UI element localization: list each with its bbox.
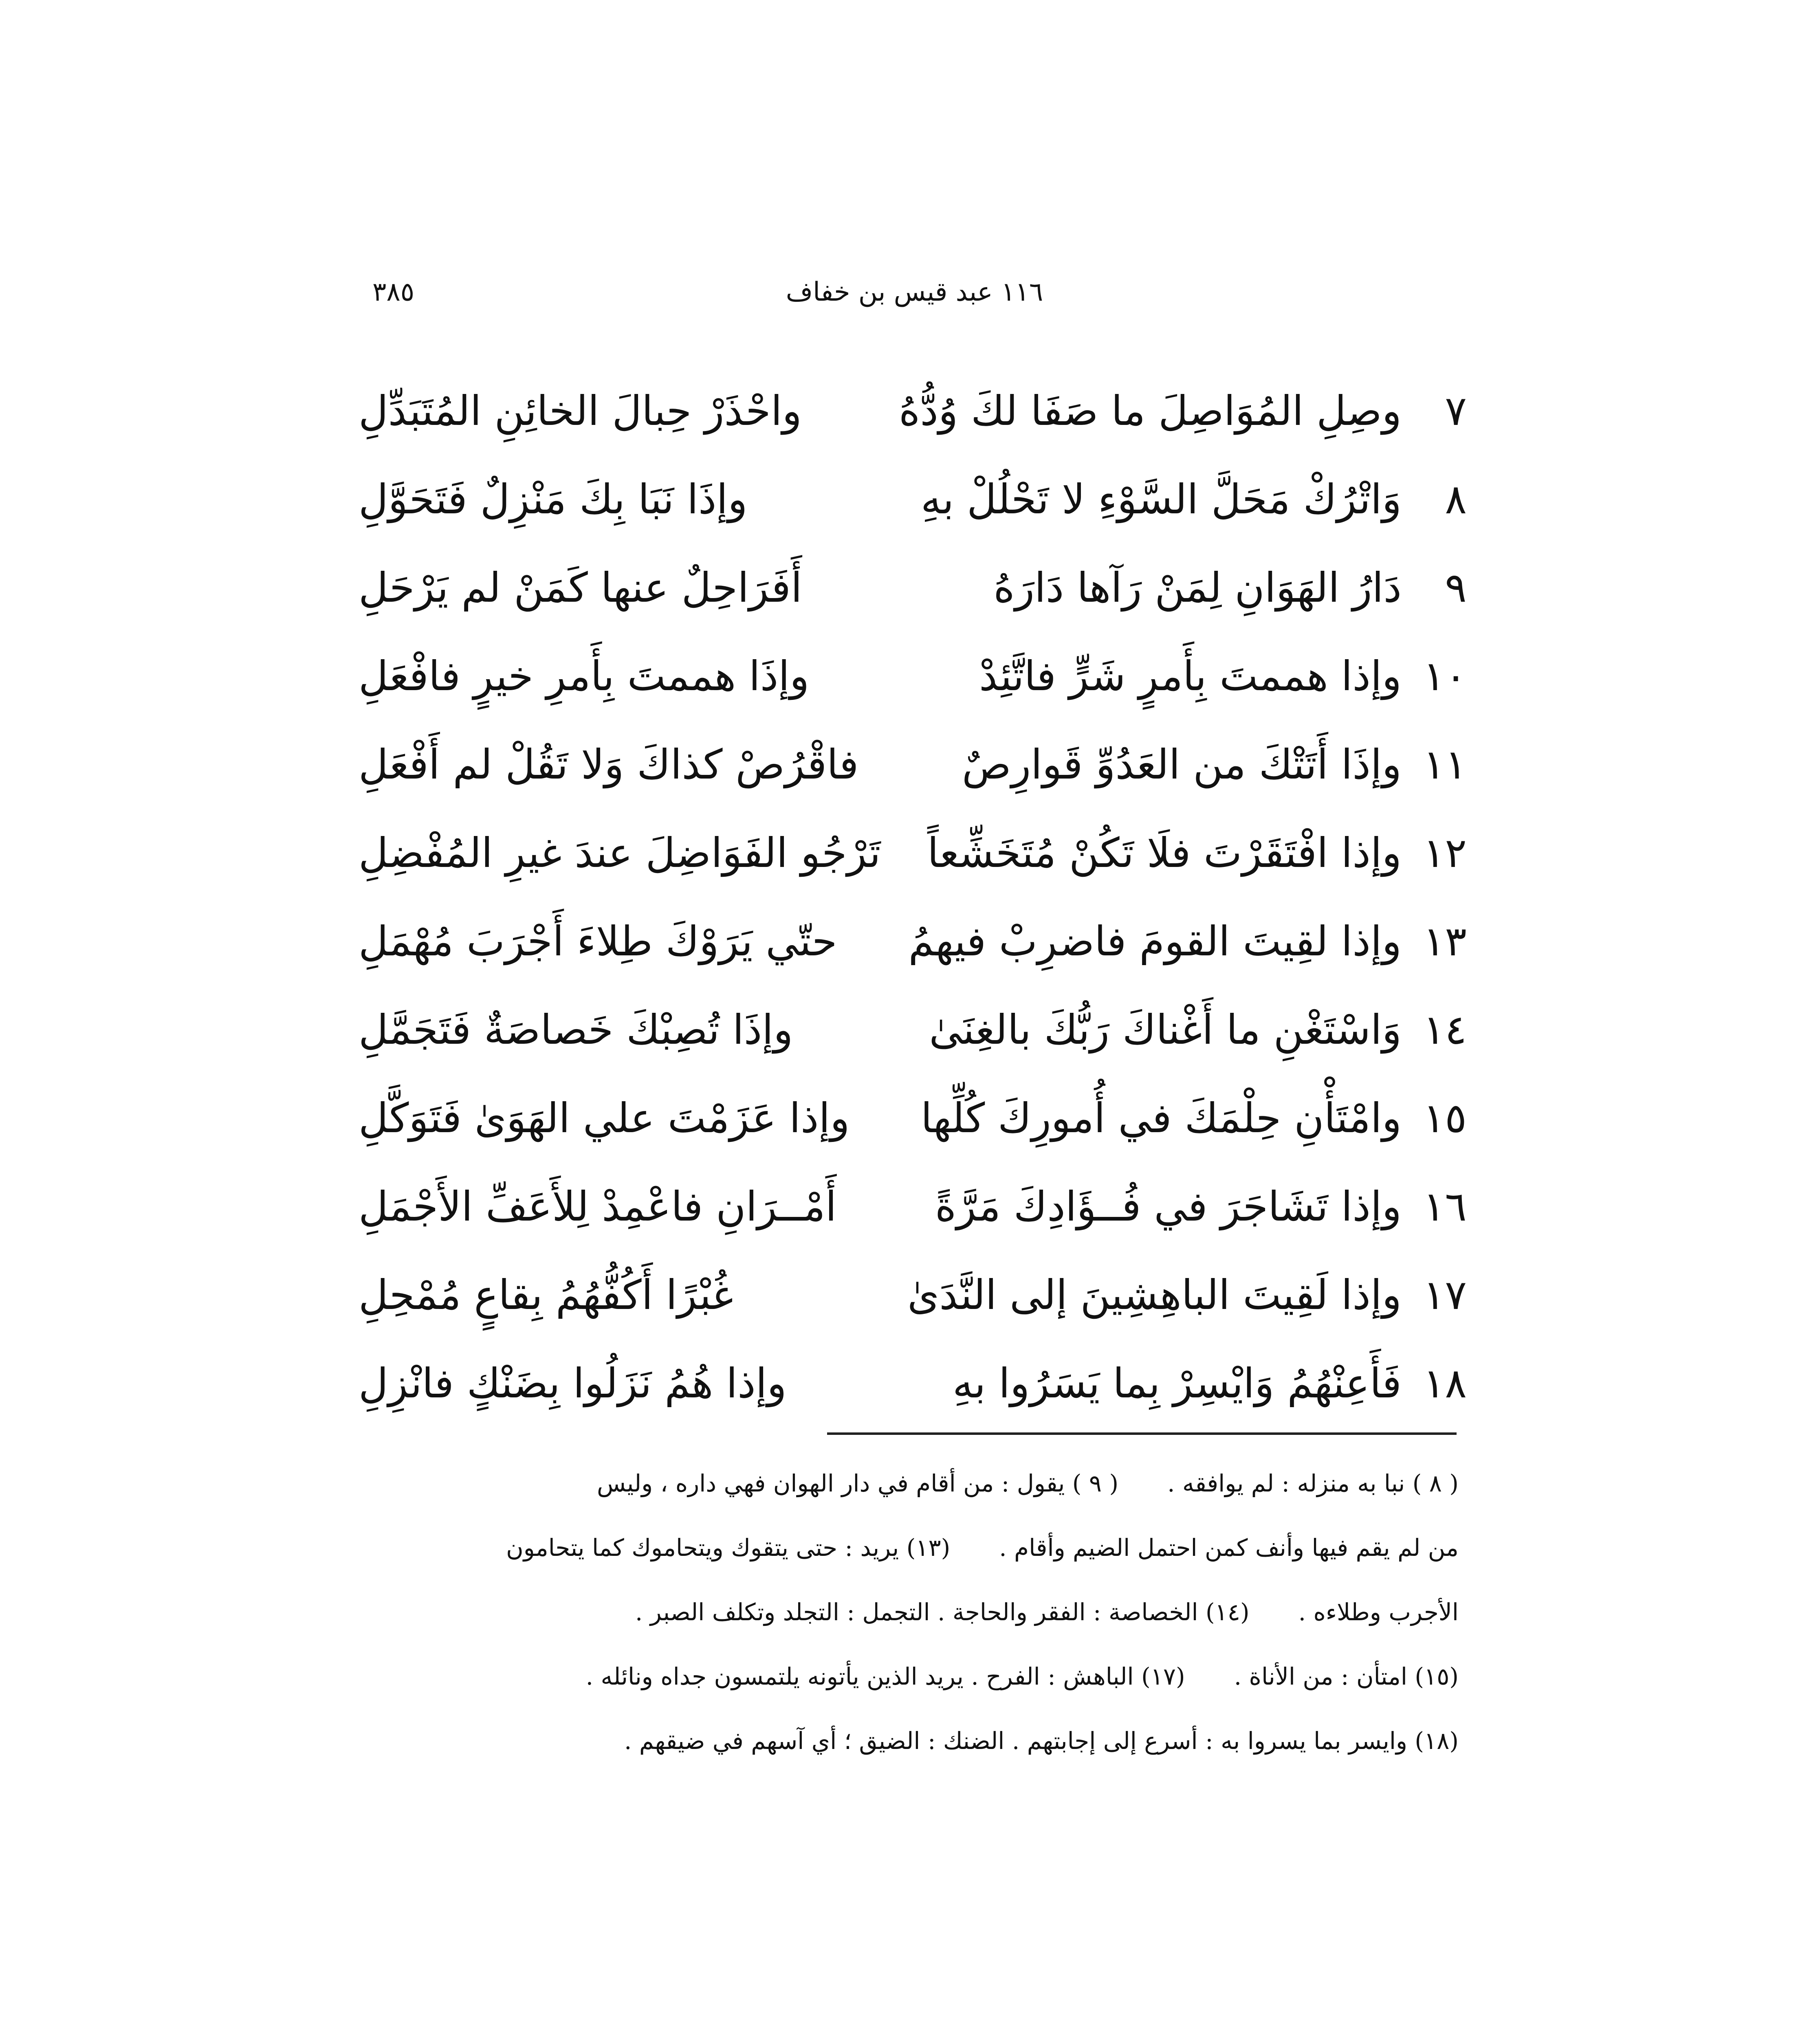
first-hemistich-text: وامْتَأْنِ حِلْمَكَ في أُمورِكَ كُلِّها xyxy=(920,1094,1402,1142)
second-hemistich: حتّي يَرَوْكَ طِلاءَ أَجْرَبَ مُهْمَلِ xyxy=(359,917,837,965)
footnote: ( ٨ ) نبا به منزله : لم يوافقه . xyxy=(1167,1469,1459,1497)
second-hemistich: أَفَرَاحِلٌ عنها كَمَنْ لم يَرْحَلِ xyxy=(359,564,802,612)
page-number: ٣٨٥ xyxy=(372,277,415,307)
footnote: ( ٩ ) يقول : من أقام في دار الهوان فهي داره ، وليس xyxy=(597,1469,1119,1497)
second-hemistich: وإذَا نَبَا بِكَ مَنْزِلٌ فَتَحَوَّلِ xyxy=(359,475,748,523)
verse-number: ٧ xyxy=(1445,387,1467,435)
second-hemistich: تَرْجُو الفَوَاضِلَ عندَ غيرِ المُفْضِلِ xyxy=(359,829,881,877)
first-hemistich-text: فَأَعِنْهُمُ وَايْسِرْ بِما يَسَرُوا بهِ xyxy=(952,1359,1402,1407)
first-hemistich xyxy=(962,741,1467,788)
verse xyxy=(359,455,1467,543)
verse xyxy=(359,632,1467,720)
verse xyxy=(359,367,1467,455)
second-hemistich: واحْذَرْ حِبالَ الخائِنِ المُتَبَدِّلِ xyxy=(359,387,802,435)
verse-number: ٩ xyxy=(1445,564,1467,612)
footnote-line xyxy=(367,1644,1459,1709)
footnote: (١٧) الباهش : الفرح . يريد الذين يأتونه يلتمسون جداه ونائله . xyxy=(585,1663,1185,1690)
first-hemistich xyxy=(929,1006,1467,1054)
verse-number: ١٢ xyxy=(1423,829,1467,877)
footnote: من لم يقم فيها وأنف كمن احتمل الضيم وأقام . xyxy=(999,1534,1459,1562)
footnote: (١٣) يريد : حتى يتقوك ويتحاموك كما يتحامون xyxy=(506,1534,951,1562)
verse-number: ١٤ xyxy=(1423,1006,1467,1054)
second-hemistich: وإذَا تُصِبْكَ خَصاصَةٌ فَتَجَمَّلِ xyxy=(359,1006,793,1054)
footnote: (١٨) وايسر بما يسروا به : أسرع إلى إجابتهم . الضنك : الضيق ؛ أي آسهم في ضيقهم . xyxy=(624,1727,1459,1755)
verse-number: ١٦ xyxy=(1423,1183,1467,1230)
first-hemistich xyxy=(899,387,1467,435)
verse-number: ٨ xyxy=(1445,475,1467,523)
footnote-line xyxy=(367,1709,1459,1773)
footnote: الأجرب وطلاءه . xyxy=(1298,1598,1459,1626)
running-title: ١١٦ عبد قيس بن خفاف xyxy=(786,277,1043,307)
footnote-line xyxy=(367,1580,1459,1644)
first-hemistich-text: وإذا افْتَقَرْتَ فلَا تَكُنْ مُتَخَشِّعاً xyxy=(927,829,1402,877)
first-hemistich xyxy=(909,917,1467,965)
first-hemistich xyxy=(953,1359,1467,1407)
first-hemistich xyxy=(935,1183,1467,1230)
verse xyxy=(359,809,1467,897)
first-hemistich-text: وَاتْرُكْ مَحَلَّ السَّوْءِ لا تَحْلُلْ بهِ xyxy=(920,475,1402,523)
verse-number: ١١ xyxy=(1423,741,1467,788)
footnotes xyxy=(367,1451,1459,1773)
verse xyxy=(359,543,1467,632)
second-hemistich: أَمْــرَانِ فاعْمِدْ لِلأَعَفِّ الأَجْمَلِ xyxy=(359,1183,837,1230)
second-hemistich: غُبْرًا أَكُفُّهُمُ بِقاعٍ مُمْحِلِ xyxy=(359,1271,733,1319)
first-hemistich xyxy=(927,829,1467,877)
first-hemistich-text: وإذَا أَتَتْكَ من العَدُوِّ قَوارِصٌ xyxy=(962,741,1402,788)
second-hemistich: وإذَا هممتَ بِأَمرِ خيرٍ فافْعَلِ xyxy=(359,652,810,700)
footnote-line xyxy=(367,1516,1459,1580)
first-hemistich-text: وصِلِ المُوَاصِلَ ما صَفَا لكَ وُدُّهُ xyxy=(899,387,1402,435)
second-hemistich: فاقْرُصْ كذاكَ وَلا تَقُلْ لم أَفْعَلِ xyxy=(359,741,859,788)
verse xyxy=(359,986,1467,1074)
verse xyxy=(359,1162,1467,1251)
running-header xyxy=(372,269,1457,322)
first-hemistich xyxy=(921,1094,1467,1142)
verse xyxy=(359,1074,1467,1162)
verse xyxy=(359,897,1467,986)
second-hemistich: وإذا هُمُ نَزَلُوا بِضَنْكٍ فانْزِلِ xyxy=(359,1359,787,1407)
first-hemistich-text: وَاسْتَغْنِ ما أَغْناكَ رَبُّكَ بالغِنَىٰ xyxy=(929,1006,1402,1054)
second-hemistich: وإذا عَزَمْتَ علي الهَوَىٰ فَتَوَكَّلِ xyxy=(359,1094,850,1142)
verse-number: ١٨ xyxy=(1423,1359,1467,1407)
verse-number: ١٠ xyxy=(1423,652,1467,700)
first-hemistich-text: وإذا هممتَ بِأَمرٍ شَرٍّ فاتَّئِدْ xyxy=(979,652,1402,700)
verse xyxy=(359,720,1467,809)
first-hemistich xyxy=(979,652,1467,700)
poem xyxy=(359,367,1467,1428)
first-hemistich-text: وإذا تَشَاجَرَ في فُــؤَادِكَ مَرَّةً xyxy=(935,1183,1402,1230)
footnote-separator xyxy=(827,1432,1457,1435)
verse xyxy=(359,1251,1467,1339)
footnote: (١٥) امتأن : من الأناة . xyxy=(1234,1663,1459,1690)
verse xyxy=(359,1339,1467,1428)
first-hemistich xyxy=(907,1271,1467,1319)
first-hemistich xyxy=(993,564,1467,612)
first-hemistich xyxy=(921,475,1467,523)
first-hemistich-text: دَارُ الهَوَانِ لِمَنْ رَآها دَارَهُ xyxy=(993,564,1402,612)
first-hemistich-text: وإذا لقِيتَ القومَ فاضرِبْ فيهمُ xyxy=(908,917,1402,965)
verse-number: ١٣ xyxy=(1423,917,1467,965)
verse-number: ١٥ xyxy=(1423,1094,1467,1142)
verse-number: ١٧ xyxy=(1423,1271,1467,1319)
footnote: (١٤) الخصاصة : الفقر والحاجة . التجمل : التجلد وتكلف الصبر . xyxy=(635,1598,1250,1626)
first-hemistich-text: وإذا لَقِيتَ الباهِشِينَ إلى النَّدَىٰ xyxy=(907,1271,1402,1319)
footnote-line xyxy=(367,1451,1459,1516)
